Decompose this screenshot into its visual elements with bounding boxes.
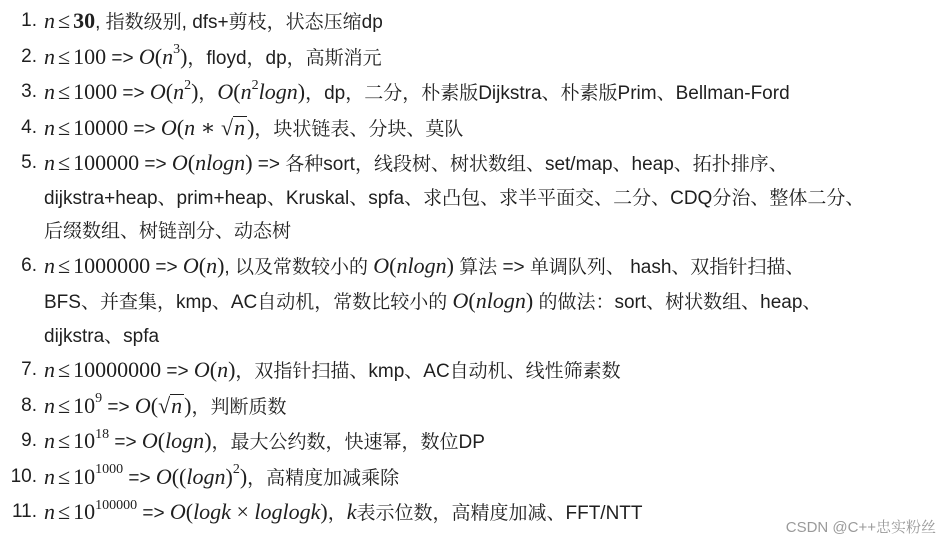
complexity-expression: O(nlogn) bbox=[171, 150, 253, 175]
arrow: => bbox=[133, 118, 156, 140]
item-text-cont: 的做法：sort、树状数组、heap、 bbox=[533, 292, 822, 313]
list-item bbox=[0, 389, 950, 425]
complexity-expression-2: O(nlogn) bbox=[373, 252, 454, 278]
item-number: 9. bbox=[21, 430, 37, 451]
math-expression: $n \le 10^{1000}$ bbox=[44, 462, 124, 489]
list-item bbox=[0, 146, 950, 249]
list-item bbox=[0, 111, 950, 147]
arrow: => bbox=[155, 256, 178, 278]
document-body bbox=[0, 4, 950, 531]
arrow: => bbox=[144, 154, 167, 175]
item-number: 3. bbox=[21, 81, 37, 102]
complexity-expression: $O(n^2)$ bbox=[149, 77, 199, 104]
math-expression: $n \le 10^{18}$ bbox=[44, 426, 110, 453]
list-item bbox=[0, 40, 950, 76]
item-text: => 各种sort，线段树、树状数组、set/map、heap、拓扑排序、 bbox=[252, 154, 788, 175]
item-text: ，判断质数 bbox=[191, 396, 287, 418]
complexity-expression: $O(n^3)$ bbox=[138, 42, 188, 69]
variable-k: k bbox=[346, 499, 357, 524]
math-expression: n ≤ 10000 bbox=[44, 114, 129, 140]
item-number: 2. bbox=[21, 45, 37, 67]
list-item bbox=[0, 353, 950, 389]
math-expression: $n \le 10^{100000}$ bbox=[44, 497, 138, 524]
list-item bbox=[0, 424, 950, 460]
item-text: ， bbox=[327, 503, 347, 524]
complexity-expression-2: $O(n^2\log n)$ bbox=[217, 77, 306, 104]
complexity-expression: O(√n) bbox=[135, 393, 192, 418]
arrow: => bbox=[107, 396, 130, 418]
item-number: 4. bbox=[21, 116, 37, 138]
complexity-expression: O(logn) bbox=[141, 428, 212, 453]
item-text: 算法 => 单调队列、 hash、双指针扫描、 bbox=[453, 256, 805, 278]
item-text-cont: 后缀数组、树链剖分、动态树 bbox=[44, 221, 292, 242]
math-expression: n ≤ 10000000 bbox=[44, 357, 162, 382]
math-expression: n ≤ 30 bbox=[44, 8, 96, 33]
item-number: 10. bbox=[10, 465, 37, 487]
arrow: => bbox=[122, 83, 145, 104]
item-text: , 指数级别, dfs+剪枝，状态压缩dp bbox=[95, 12, 383, 33]
list-item bbox=[0, 460, 950, 496]
item-number: 6. bbox=[21, 254, 37, 276]
item-text: ，dp，二分，朴素版Dijkstra、朴素版Prim、Bellman-Ford bbox=[305, 83, 790, 104]
item-text: ，双指针扫描、kmp、AC自动机、线性筛素数 bbox=[235, 361, 621, 382]
complexity-expression: O(n) bbox=[193, 357, 236, 382]
arrow: => bbox=[114, 432, 137, 453]
item-text: ，块状链表、分块、莫队 bbox=[254, 118, 464, 140]
item-text: , 以及常数较小的 bbox=[224, 256, 374, 278]
arrow: => bbox=[111, 47, 134, 69]
sqrt-icon: √n bbox=[158, 392, 183, 418]
item-number: 7. bbox=[21, 359, 37, 380]
item-text-cont: BFS、并查集，kmp、AC自动机，常数比较小的 bbox=[44, 292, 453, 313]
sqrt-icon: √n bbox=[221, 114, 246, 140]
arrow: => bbox=[166, 361, 189, 382]
math-expression: n ≤ 100000 bbox=[44, 150, 140, 175]
item-number: 1. bbox=[21, 10, 37, 31]
complexity-expression: $O((\log n)^2)$ bbox=[155, 462, 248, 489]
list-item: 3. $n \le 1000 => O(n^2)$，$O(n^2\log n)$，dp，二分，朴素版Dijkstra、朴素版Prim、Bellman-Ford bbox=[0, 75, 950, 111]
math-expression: n ≤ 100 bbox=[44, 43, 107, 69]
complexity-list bbox=[0, 4, 950, 531]
watermark: CSDN @C++忠实粉丝 bbox=[785, 519, 936, 536]
math-expression: n ≤ 1000000 bbox=[44, 252, 151, 278]
complexity-expression: O(n ∗ √n) bbox=[161, 115, 255, 140]
math-expression: n ≤ 1000 bbox=[44, 79, 118, 104]
item-text: ，高精度加减乘除 bbox=[247, 467, 400, 489]
item-text: ，最大公约数，快速幂，数位DP bbox=[211, 432, 485, 453]
item-number: 11. bbox=[11, 501, 37, 522]
complexity-expression-3: O(nlogn) bbox=[452, 288, 534, 313]
item-number: 8. bbox=[21, 394, 37, 416]
item-text-cont: dijkstra+heap、prim+heap、Kruskal、spfa、求凸包、求半平面交、二分、CDQ分治、整体二分、 bbox=[44, 187, 865, 209]
item-text-cont: dijkstra、spfa bbox=[44, 325, 160, 347]
arrow: => bbox=[142, 503, 165, 524]
complexity-expression: O(logk × loglogk) bbox=[169, 499, 328, 524]
item-number: 5. bbox=[21, 152, 37, 173]
complexity-expression: O(n) bbox=[182, 252, 225, 278]
list-item bbox=[0, 4, 950, 40]
item-text: ，floyd，dp，高斯消元 bbox=[187, 47, 382, 69]
list-item bbox=[0, 249, 950, 354]
arrow: => bbox=[128, 467, 151, 489]
item-text: 表示位数，高精度加减、FFT/NTT bbox=[356, 503, 643, 524]
math-expression: $n \le 10^9$ bbox=[44, 391, 103, 418]
